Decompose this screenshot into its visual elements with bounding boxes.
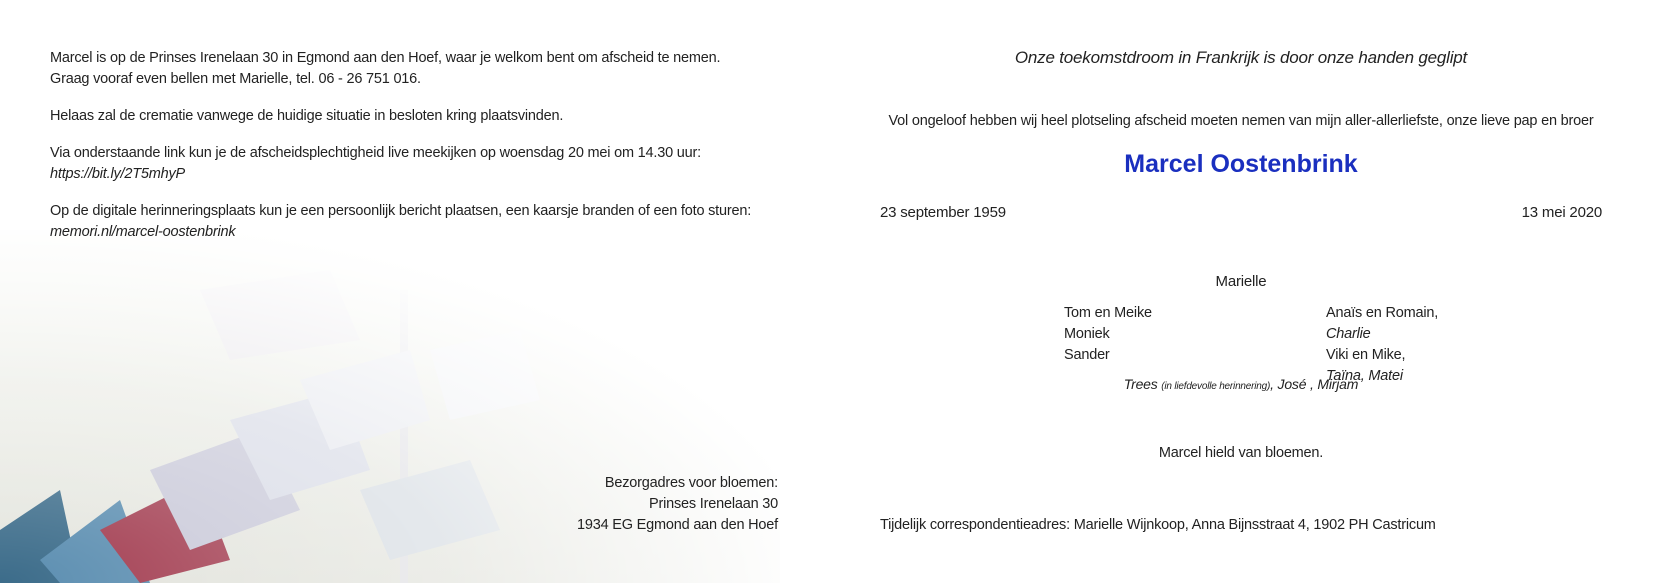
livestream-link[interactable]: https://bit.ly/2T5mhyP (50, 166, 186, 182)
siblings-line (880, 376, 1602, 392)
left-column (50, 48, 790, 259)
family-member: Moniek (1064, 326, 1110, 342)
family-children: Charlie (1326, 326, 1371, 342)
family-member: Tom en Meike (1064, 305, 1152, 321)
correspondence-address: Tijdelijk correspondentieadres: Marielle Wijnkoop, Anna Bijnsstraat 4, 1902 PH Castricum (880, 517, 1436, 533)
visit-line-2: Graag vooraf even bellen met Marielle, tel. 06 - 26 751 016. (50, 71, 421, 87)
right-column (880, 0, 1602, 583)
family-names: Anaïs en Romain, (1326, 305, 1439, 321)
flowers-note: Marcel hield van bloemen. (1158, 445, 1324, 461)
livestream-paragraph (50, 143, 790, 185)
livestream-intro: Via onderstaande link kun je de afscheidsplechtigheid live meekijken op woensdag 20 mei om 14.30 uur: (50, 145, 701, 161)
sibling-memorial-note: (in liefdevolle herinnering) (1161, 381, 1271, 392)
motto: Onze toekomstdroom in Frankrijk is door onze handen geglipt (1014, 48, 1468, 67)
memorial-link[interactable]: memori.nl/marcel-oostenbrink (50, 224, 236, 240)
flower-delivery-street: Prinses Irenelaan 30 (649, 496, 778, 512)
family-member (1326, 303, 1438, 345)
birth-date: 23 september 1959 (880, 204, 1006, 221)
partner-name: Marielle (1215, 273, 1267, 290)
flower-delivery-city: 1934 EG Egmond aan den Hoef (577, 517, 778, 533)
family-children: Taïna, Matei (1326, 368, 1403, 384)
sibling-others: , José , Mirjam (1270, 376, 1359, 392)
family-names: Viki en Mike, (1326, 347, 1406, 363)
family-member: Sander (1064, 347, 1110, 363)
family-list-right (1326, 303, 1438, 387)
sibling-trees: Trees (1123, 376, 1158, 392)
memorial-intro: Op de digitale herinneringsplaats kun je een persoonlijk bericht plaatsen, een kaarsje branden of een foto sturen: (50, 203, 752, 219)
deceased-name: Marcel Oostenbrink (1124, 150, 1358, 178)
flower-delivery-address (577, 473, 778, 536)
family-list-left (1064, 303, 1152, 366)
flower-delivery-label: Bezorgadres voor bloemen: (604, 475, 778, 491)
visit-paragraph (50, 48, 790, 90)
death-date: 13 mei 2020 (1521, 204, 1602, 221)
cremation-paragraph: Helaas zal de crematie vanwege de huidige situatie in besloten kring plaatsvinden. (50, 108, 564, 124)
visit-line-1: Marcel is op de Prinses Irenelaan 30 in Egmond aan den Hoef, waar je welkom bent om afscheid te nemen. (50, 50, 721, 66)
memorial-paragraph (50, 201, 790, 243)
announcement-intro: Vol ongeloof hebben wij heel plotseling afscheid moeten nemen van mijn aller-allerliefste, onze lieve pap en broer (888, 113, 1594, 129)
